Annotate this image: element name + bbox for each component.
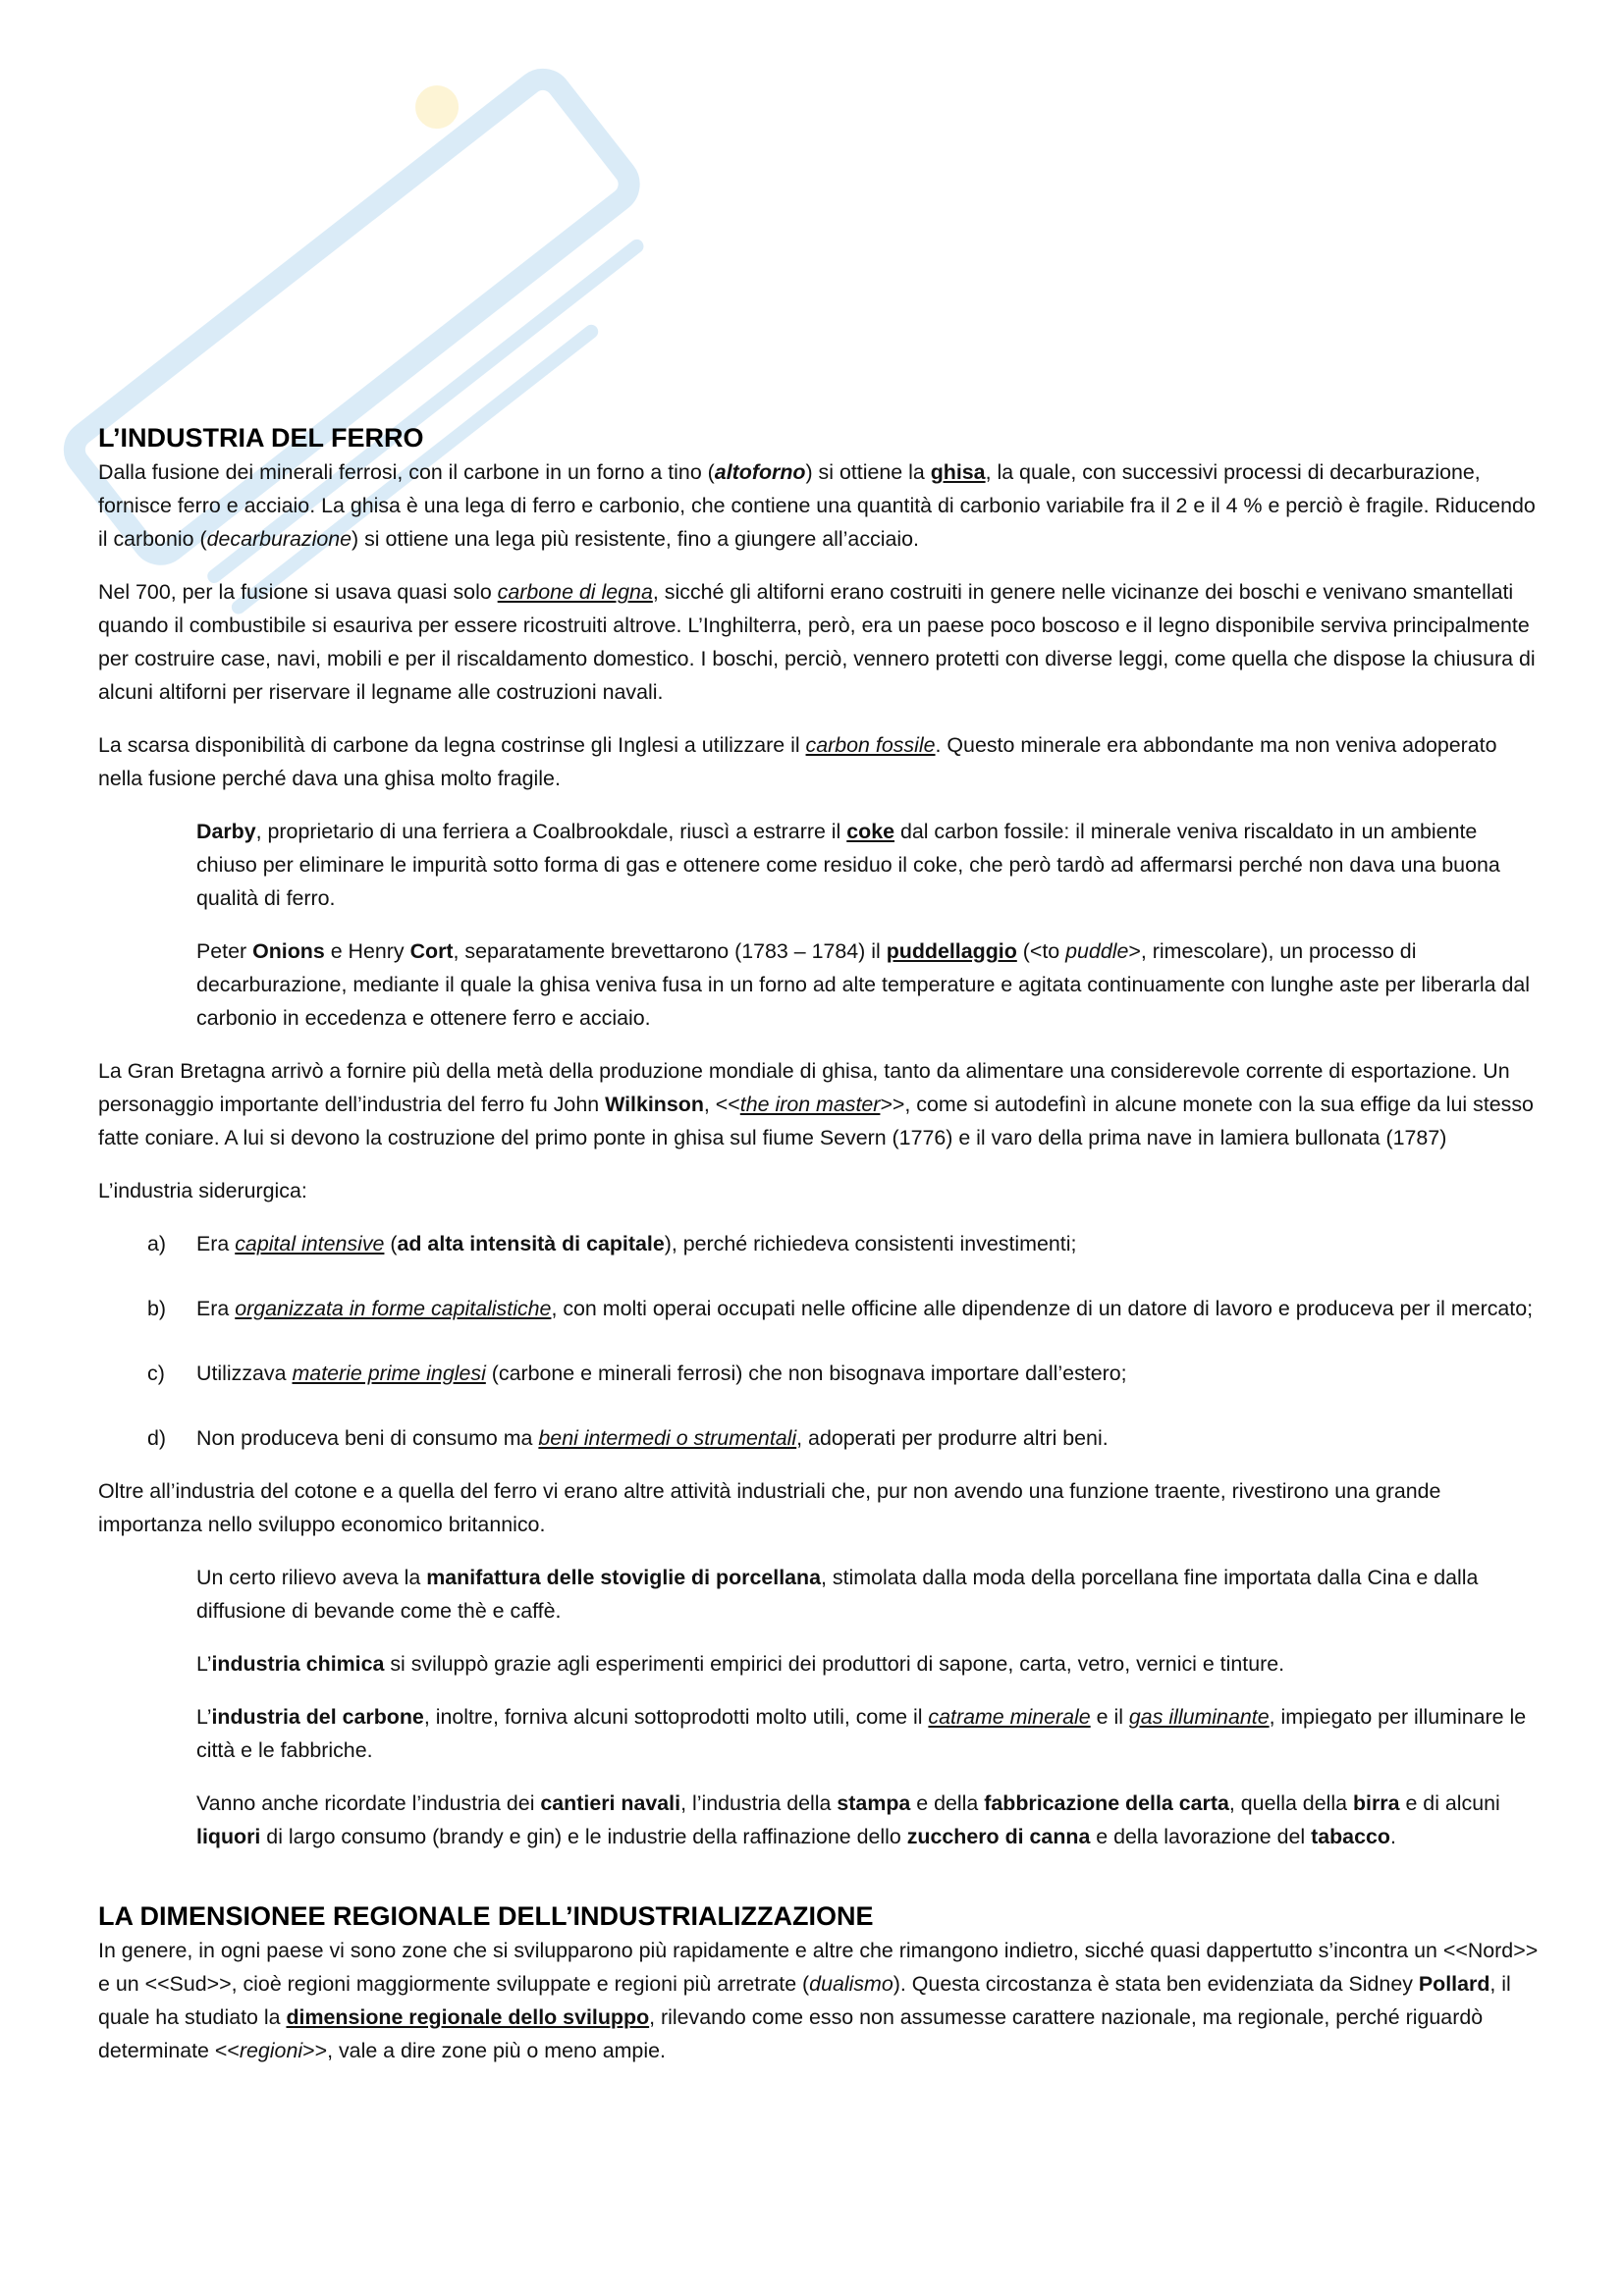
section-title-iron-industry: L’INDUSTRIA DEL FERRO bbox=[98, 423, 424, 453]
steel-industry-list bbox=[98, 1227, 1542, 1455]
document-page bbox=[98, 420, 1542, 2087]
paragraph-other-industries: Oltre all’industria del cotone e a quella del ferro vi erano altre attività industriali che, pur non avendo una funzione traente, rivestirono una grande importanza nello sviluppo economico britannico. bbox=[98, 1479, 1441, 1536]
paragraph-steel-intro: L’industria siderurgica: bbox=[98, 1179, 307, 1202]
paragraph-coal-industry: L’industria del carbone, inoltre, forniva alcuni sottoprodotti molto utili, come il catrame minerale e il gas illuminante, impiegato per illuminare le città e le fabbriche. bbox=[196, 1705, 1527, 1762]
list-item: a) Era capital intensive (ad alta intensità di capitale), perché richiedeva consistenti investimenti; bbox=[147, 1232, 1077, 1255]
list-item: d) Non produceva beni di consumo ma beni intermedi o strumentali, adoperati per produrre altri beni. bbox=[147, 1426, 1109, 1450]
list-item: c) Utilizzava materie prime inglesi (carbone e minerali ferrosi) che non bisognava importare dall’estero; bbox=[147, 1362, 1127, 1385]
paragraph-wilkinson: La Gran Bretagna arrivò a fornire più della metà della produzione mondiale di ghisa, tanto da alimentare una considerevole corrente di esportazione. Un personaggio importante dell’industria del ferro fu John Wilkinson, <<the iron master>>, come si autodefinì in alcune monete con la sua effige da lui stesso fatte coniare. A lui si devono la costruzione del primo ponte in ghisa sul fiume Severn (1776) e il varo della prima nave in lamiera bullonata (1787) bbox=[98, 1059, 1534, 1149]
paragraph-porcelain: Un certo rilievo aveva la manifattura delle stoviglie di porcellana, stimolata dalla moda della porcellana fine importata dalla Cina e dalla diffusione di bevande come thè e caffè. bbox=[196, 1566, 1479, 1623]
paragraph-shipyards: Vanno anche ricordate l’industria dei cantieri navali, l’industria della stampa e della fabbricazione della carta, quella della birra e di alcuni liquori di largo consumo (brandy e gin) e le industrie della raffinazione dello zucchero di canna e della lavorazione del tabacco. bbox=[196, 1791, 1500, 1848]
paragraph-chemical: L’industria chimica si sviluppò grazie agli esperimenti empirici dei produttori di sapone, carta, vetro, vernici e tinture. bbox=[196, 1652, 1285, 1676]
paragraph-coal: La scarsa disponibilità di carbone da legna costrinse gli Inglesi a utilizzare il carbon fossile. Questo minerale era abbondante ma non veniva adoperato nella fusione perché dava una ghisa molto fragile. bbox=[98, 733, 1497, 790]
section-title-regional: LA DIMENSIONEE REGIONALE DELL’INDUSTRIALIZZAZIONE bbox=[98, 1901, 874, 1931]
paragraph-charcoal: Nel 700, per la fusione si usava quasi solo carbone di legna, sicché gli altiforni erano costruiti in genere nelle vicinanze dei boschi e venivano smantellati quando il combustibile si esauriva per essere ricostruiti altrove. L’Inghilterra, però, era un paese poco boscoso e il legno disponibile serviva principalmente per costruire case, navi, mobili e per il riscaldamento domestico. I boschi, perciò, vennero protetti con diverse leggi, come quella che dispose la chiusura di alcuni altiforni per riservare il legname alle costruzioni navali. bbox=[98, 580, 1536, 704]
paragraph-regional-dimension: In genere, in ogni paese vi sono zone che si svilupparono più rapidamente e altre che rimangono indietro, sicché quasi dappertutto s’incontra un <<Nord>> e un <<Sud>>, cioè regioni maggiormente sviluppate e regioni più arretrate (dualismo). Questa circostanza è stata ben evidenziata da Sidney Pollard, il quale ha studiato la dimensione regionale dello sviluppo, rilevando come esso non assumesse carattere nazionale, ma regionale, perché riguardò determinate <<regioni>>, vale a dire zone più o meno ampie. bbox=[98, 1939, 1539, 2062]
paragraph-darby: Darby, proprietario di una ferriera a Coalbrookdale, riuscì a estrarre il coke dal carbon fossile: il minerale veniva riscaldato in un ambiente chiuso per eliminare le impurità sotto forma di gas e ottenere come residuo il coke, che però tardò ad affermarsi perché non dava una buona qualità di ferro. bbox=[196, 820, 1500, 910]
paragraph-puddling: Peter Onions e Henry Cort, separatamente brevettarono (1783 – 1784) il puddellaggio (<to puddle>, rimescolare), un processo di decarburazione, mediante il quale la ghisa veniva fusa in un forno ad alte temperature e agitata continuamente con lunghe aste per liberarla dal carbonio in eccedenza e ottenere ferro e acciaio. bbox=[196, 939, 1530, 1030]
paragraph-smelting: Dalla fusione dei minerali ferrosi, con il carbone in un forno a tino (altoforno) si ottiene la ghisa, la quale, con successivi processi di decarburazione, fornisce ferro e acciaio. La ghisa è una lega di ferro e carbonio, che contiene una quantità di carbonio variabile fra il 2 e il 4 % e perciò è fragile. Riducendo il carbonio (decarburazione) si ottiene una lega più resistente, fino a giungere all’acciaio. bbox=[98, 460, 1536, 551]
list-item: b) Era organizzata in forme capitalistiche, con molti operai occupati nelle officine alle dipendenze di un datore di lavoro e produceva per il mercato; bbox=[147, 1297, 1534, 1320]
